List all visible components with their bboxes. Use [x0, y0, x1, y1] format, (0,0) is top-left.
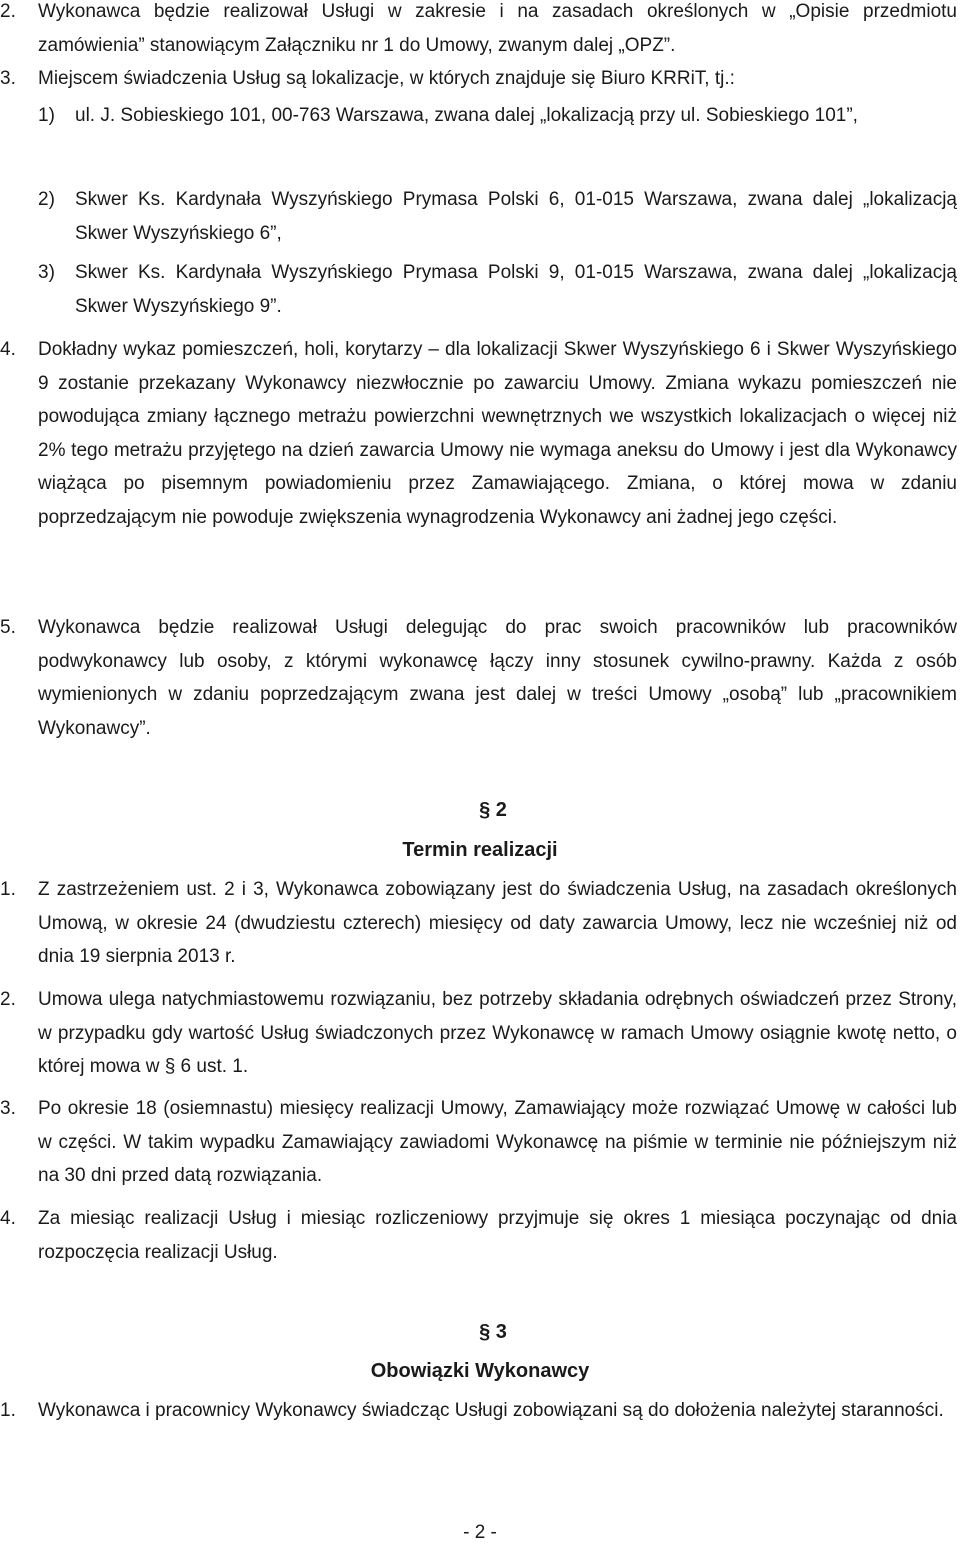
item-number: 3. [0, 1098, 16, 1119]
paragraph-5 [0, 611, 957, 745]
location-text: Skwer Ks. Kardynała Wyszyńskiego Prymasa Polski 9, 01-015 Warszawa, zwana dalej „lokalizacją Skwer Wyszyńskiego 9”. [75, 262, 957, 317]
paragraph-text: Dokładny wykaz pomieszczeń, holi, korytarzy – dla lokalizacji Skwer Wyszyńskiego 6 i Skwer Wyszyńskiego 9 zostanie przekazany Wykonawcy niezwłocznie po zawarciu Umowy. Zmiana wykazu pomieszczeń nie powodująca zmiany łącznego metrażu powierzchni wewnętrznych we wszystkich lokalizacjach o więcej niż 2% tego metrażu przyjętego na dzień zawarcia Umowy nie wymaga aneksu do Umowy i jest dla Wykonawcy wiążąca po pisemnym powiadomieniu przez Zamawiającego. Zmiana, o której mowa w zdaniu poprzedzającym nie powoduje zwiększenia wynagrodzenia Wykonawcy ani żadnej jego części. [38, 339, 957, 528]
location-number: 2) [38, 189, 55, 210]
location-item-1 [38, 99, 957, 133]
section-number: § 2 [479, 799, 507, 821]
item-text: Za miesiąc realizacji Usług i miesiąc rozliczeniowy przyjmuje się okres 1 miesiąca poczynając od dnia rozpoczęcia realizacji Usług. [38, 1208, 957, 1263]
location-text: ul. J. Sobieskiego 101, 00-763 Warszawa, zwana dalej „lokalizacją przy ul. Sobieskiego 101”, [75, 105, 858, 126]
location-text: Skwer Ks. Kardynała Wyszyńskiego Prymasa Polski 6, 01-015 Warszawa, zwana dalej „lokalizacją Skwer Wyszyńskiego 6”, [75, 189, 957, 244]
paragraph-text: Wykonawca będzie realizował Usługi delegując do prac swoich pracowników lub pracowników podwykonawcy lub osoby, z którymi wykonawcę łączy inny stosunek cywilno-prawny. Każda z osób wymienionych w zdaniu poprzedzającym zwana jest dalej w treści Umowy „osobą” lub „pracownikiem Wykonawcy”. [38, 617, 957, 739]
item-number: 2. [0, 989, 16, 1010]
paragraph-text: Wykonawca będzie realizował Usługi w zakresie i na zasadach określonych w „Opisie przedmiotu zamówienia” stanowiącym Załączniku nr 1 do Umowy, zwanym dalej „OPZ”. [38, 1, 957, 56]
section-title: Obowiązki Wykonawcy [370, 1360, 590, 1382]
location-number: 1) [38, 105, 55, 126]
paragraph-number: 5. [0, 617, 16, 638]
section-title: Termin realizacji [402, 839, 558, 861]
item-number: 4. [0, 1208, 16, 1229]
paragraph-3 [0, 62, 957, 96]
section-2-item-2 [0, 983, 957, 1084]
page-number: - 2 - [463, 1522, 497, 1543]
item-text: Z zastrzeżeniem ust. 2 i 3, Wykonawca zobowiązany jest do świadczenia Usług, na zasadach określonych Umową, w okresie 24 (dwudziestu czterech) miesięcy od daty zawarcia Umowy, lecz nie wcześniej niż od dnia 19 sierpnia 2013 r. [38, 879, 957, 967]
item-text: Umowa ulega natychmiastowemu rozwiązaniu, bez potrzeby składania odrębnych oświadczeń przez Strony, w przypadku gdy wartość Usług świadczonych przez Wykonawcę w ramach Umowy osiągnie kwotę netto, o której mowa w § 6 ust. 1. [38, 989, 957, 1077]
paragraph-number: 4. [0, 339, 16, 360]
section-number: § 3 [479, 1321, 507, 1343]
item-number: 1. [0, 879, 16, 900]
paragraph-2 [0, 0, 957, 62]
paragraph-number: 3. [0, 68, 16, 89]
item-text: Po okresie 18 (osiemnastu) miesięcy realizacji Umowy, Zamawiający może rozwiązać Umowę w całości lub w części. W takim wypadku Zamawiający zawiadomi Wykonawcę na piśmie w terminie nie późniejszym niż na 30 dni przed datą rozwiązania. [38, 1098, 957, 1186]
location-number: 3) [38, 262, 55, 283]
paragraph-4 [0, 333, 957, 534]
paragraph-number: 2. [0, 1, 16, 22]
section-2-item-1 [0, 873, 957, 974]
item-text: Wykonawca i pracownicy Wykonawcy świadcząc Usługi zobowiązani są do dołożenia należytej staranności. [38, 1400, 944, 1421]
section-3-item-1 [0, 1394, 957, 1428]
section-2-item-3 [0, 1092, 957, 1193]
section-2-item-4 [0, 1202, 957, 1269]
location-item-3 [38, 256, 957, 323]
location-item-2 [38, 183, 957, 250]
paragraph-text: Miejscem świadczenia Usług są lokalizacje, w których znajduje się Biuro KRRiT, tj.: [38, 68, 735, 89]
item-number: 1. [0, 1400, 16, 1421]
